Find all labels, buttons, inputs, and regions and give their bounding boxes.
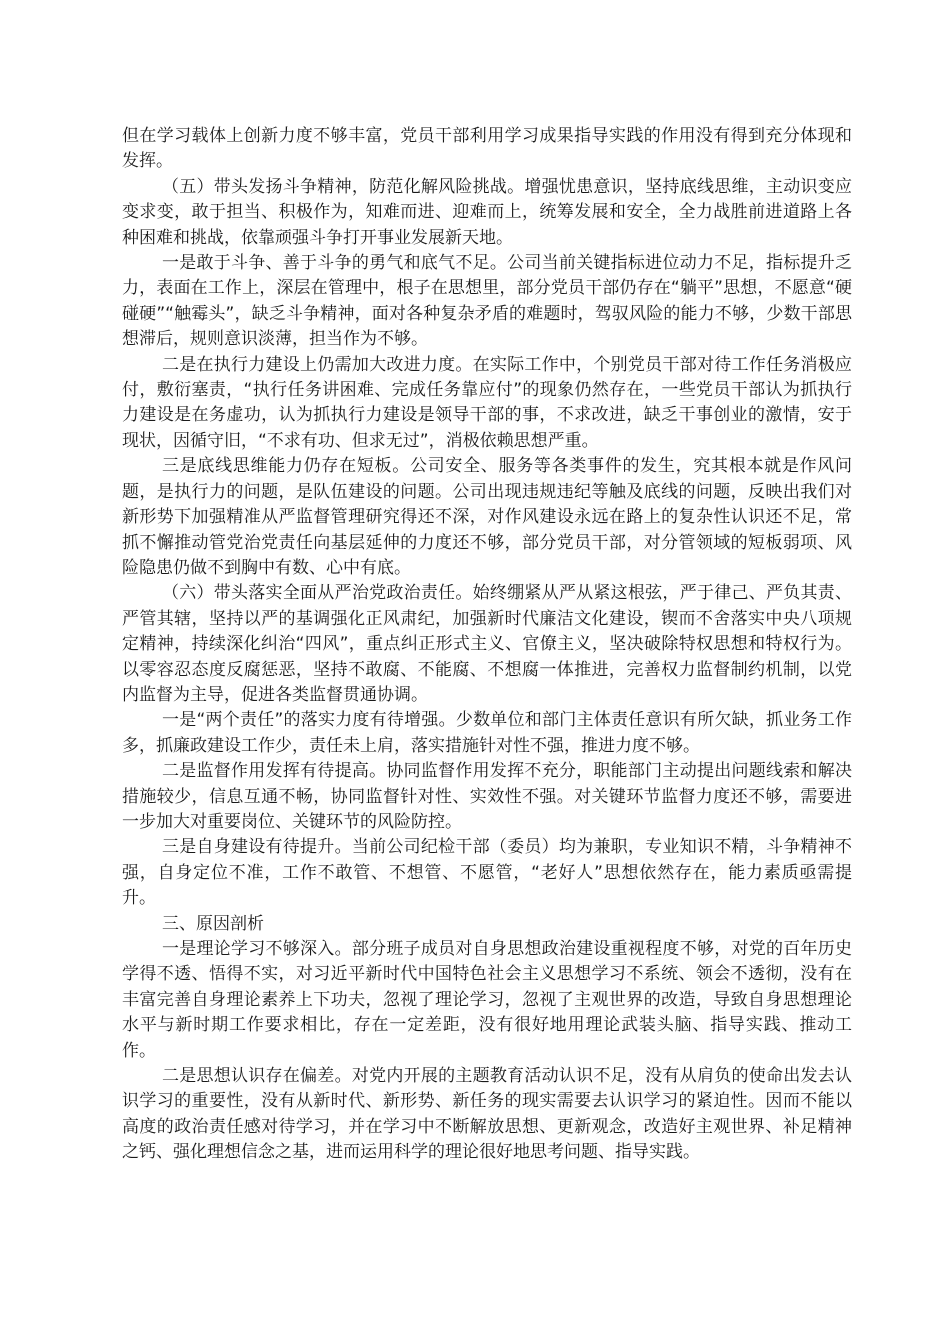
paragraph-issue-execution: 二是在执行力建设上仍需加大改进力度。在实际工作中，个别党员干部对待工作任务消极应付，敷衍塞责，“执行任务讲困难、完成任务靠应付”的现象仍然存在，一些党员干部认为抓执行力建设是在务虚功，认为抓执行力建设是领导干部的事，不求改进，缺乏干事创业的激情，安于现状，因循守旧，“不求有功、但求无过”，消极依赖思想严重。: [122, 354, 852, 451]
paragraph-section-six: （六）带头落实全面从严治党政治责任。始终绷紧从严从紧这根弦，严于律己、严负其责、严管其辖，坚持以严的基调强化正风肃纪，加强新时代廉洁文化建设，锲而不舍落实中央八项规定精神，持续深化纠治“四风”，重点纠正形式主义、官僚主义，坚决破除特权思想和特权行为。以零容忍态度反腐惩恶，坚持不敢腐、不能腐、不想腐一体推进，完善权力监督制约机制，以党内监督为主导，促进各类监督贯通协调。: [122, 583, 852, 705]
paragraph-issue-struggle: 一是敢于斗争、善于斗争的勇气和底气不足。公司当前关键指标进位动力不足，指标提升乏力，表面在工作上，深层在管理中，根子在思想里，部分党员干部仍存在“躺平”思想，不愿意“硬碰硬”“触霉头”，缺乏斗争精神，面对各种复杂矛盾的难题时，驾驭风险的能力不够，少数干部思想滞后，规则意识淡薄，担当作为不够。: [122, 253, 852, 350]
paragraph-section-five: （五）带头发扬斗争精神，防范化解风险挑战。增强忧患意识，坚持底线思维，主动识变应变求变，敢于担当、积极作为，知难而进、迎难而上，统筹发展和安全，全力战胜前进道路上各种困难和挑战，依靠顽强斗争打开事业发展新天地。: [122, 176, 852, 248]
paragraph-issue-bottom-line: 三是底线思维能力仍存在短板。公司安全、服务等各类事件的发生，究其根本就是作风问题，是执行力的问题，是队伍建设的问题。公司出现违规违纪等触及底线的问题，反映出我们对新形势下加强精准从严监督管理研究得还不深，对作风建设永远在路上的复杂性认识还不足，常抓不懈推动管党治党责任向基层延伸的力度还不够，部分党员干部，对分管领域的短板弱项、风险隐患仍做不到胸中有数、心中有底。: [122, 456, 852, 578]
paragraph-issue-self-building: 三是自身建设有待提升。当前公司纪检干部（委员）均为兼职，专业知识不精，斗争精神不强，自身定位不准，工作不敢管、不想管、不愿管，“老好人”思想依然存在，能力素质亟需提升。: [122, 837, 852, 909]
paragraph-cause-ideological-understanding: 二是思想认识存在偏差。对党内开展的主题教育活动认识不足，没有从肩负的使命出发去认识学习的重要性，没有从新时代、新形势、新任务的现实需要去认识学习的紧迫性。因而不能以高度的政治责任感对待学习，并在学习中不断解放思想、更新观念，改造好主观世界、补足精神之钙、强化理想信念之基，进而运用科学的理论很好地思考问题、指导实践。: [122, 1066, 852, 1163]
paragraph-cause-theory-study: 一是理论学习不够深入。部分班子成员对自身思想政治建设重视程度不够，对党的百年历史学得不透、悟得不实，对习近平新时代中国特色社会主义思想学习不系统、领会不透彻，没有在丰富完善自身理论素养上下功夫，忽视了理论学习，忽视了主观世界的改造，导致自身思想理论水平与新时期工作要求相比，存在一定差距，没有很好地用理论武装头脑、指导实践、推动工作。: [122, 939, 852, 1061]
paragraph-continuation: 但在学习载体上创新力度不够丰富，党员干部利用学习成果指导实践的作用没有得到充分体现和发挥。: [122, 126, 852, 172]
document-body: [122, 124, 852, 1166]
section-heading-cause-analysis: 三、原因剖析: [162, 913, 264, 934]
paragraph-issue-two-responsibilities: 一是“两个责任”的落实力度有待增强。少数单位和部门主体责任意识有所欠缺，抓业务工作多，抓廉政建设工作少，责任未上肩，落实措施针对性不强，推进力度不够。: [122, 710, 852, 756]
paragraph-issue-supervision: 二是监督作用发挥有待提高。协同监督作用发挥不充分，职能部门主动提出问题线索和解决措施较少，信息互通不畅，协同监督针对性、实效性不强。对关键环节监督力度还不够，需要进一步加大对重要岗位、关键环节的风险防控。: [122, 761, 852, 832]
